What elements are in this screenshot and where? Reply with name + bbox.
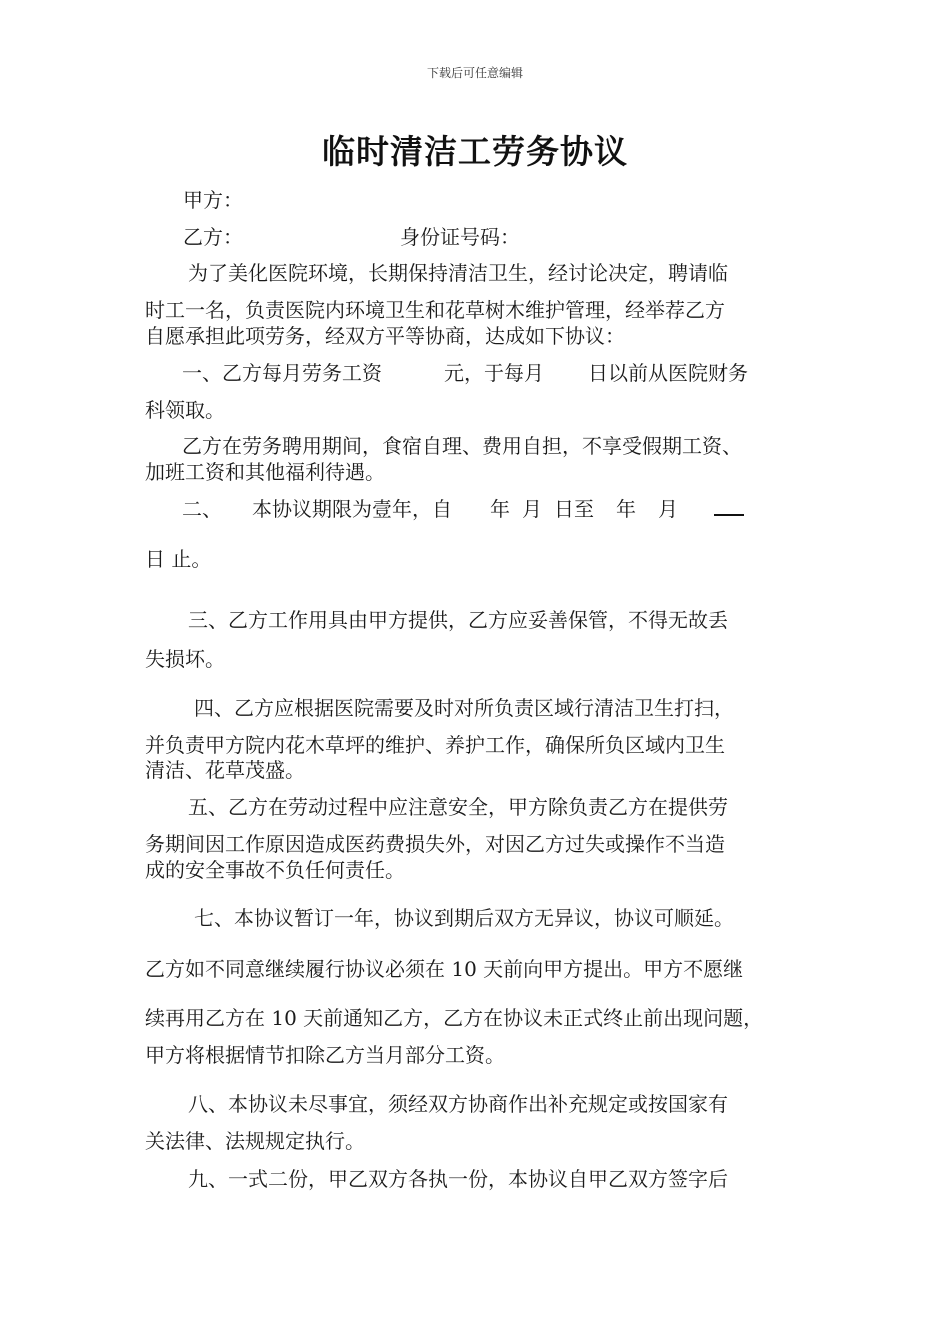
clause-1-line [182,360,748,386]
clause-2-cont: 日 止。 [145,547,212,571]
clause-5-line-1: 五、乙方在劳动过程中应注意安全，甲方除负责乙方在提供劳 [188,795,728,819]
year-label: 年 [490,497,510,521]
id-number-label: 身份证号码： [400,225,520,249]
clause-7-line-2: 乙方如不同意继续履行协议必须在 10 天前向甲方提出。甲方不愿继 [145,957,744,981]
page-header: 下载后可任意编辑 [426,66,523,80]
clause-1-text-a: 一、乙方每月劳务工资 [182,361,382,385]
clause-1-para2-line-1: 乙方在劳务聘用期间，食宿自理、费用自担，不享受假期工资、 [182,434,742,458]
clause-1-text-b: 元，于每月 [444,361,544,385]
clause-8-line-2: 关法律、法规规定执行。 [145,1129,365,1153]
clause-7-line-1: 七、本协议暂订一年，协议到期后双方无异议，协议可顺延。 [194,906,734,930]
clause-4-line-2: 并负责甲方院内花木草坪的维护、养护工作，确保所负区域内卫生 [145,733,725,757]
party-b-label: 乙方： [183,225,243,249]
clause-2-num: 二、 [182,497,222,521]
clause-4-line-1: 四、乙方应根据医院需要及时对所负责区域行清洁卫生打扫， [194,696,734,720]
clause-5-line-2: 务期间因工作原因造成医药费损失外，对因乙方过失或操作不当造 [145,832,725,856]
day-to-label: 日至 [554,497,594,521]
party-a-label: 甲方： [183,188,243,212]
blank-underline [714,498,744,516]
intro-line-1: 为了美化医院环境，长期保持清洁卫生，经讨论决定，聘请临 [188,261,728,285]
intro-line-2: 时工一名，负责医院内环境卫生和花草树木维护管理，经举荐乙方 [145,298,725,322]
clause-9-line-1: 九、一式二份，甲乙双方各执一份，本协议自甲乙双方签字后 [188,1167,728,1191]
clause-2-line [182,496,744,522]
clause-1-text-c: 日以前从医院财务 [588,361,748,385]
clause-1-para2-line-2: 加班工资和其他福利待遇。 [145,460,385,484]
clause-8-line-1: 八、本协议未尽事宜，须经双方协商作出补充规定或按国家有 [188,1092,728,1116]
intro-line-3: 自愿承担此项劳务，经双方平等协商，达成如下协议： [145,324,625,348]
clause-4-line-3: 清洁、花草茂盛。 [145,758,305,782]
clause-7-line-4: 甲方将根据情节扣除乙方当月部分工资。 [145,1043,505,1067]
clause-7-line-3: 续再用乙方在 10 天前通知乙方，乙方在协议未正式终止前出现问题， [145,1006,764,1030]
clause-3-line-2: 失损坏。 [145,647,225,671]
clause-3-line-1: 三、乙方工作用具由甲方提供，乙方应妥善保管，不得无故丢 [188,608,728,632]
end-year-label: 年 [616,497,636,521]
month-label: 月 [522,497,542,521]
clause-5-line-3: 成的安全事故不负任何责任。 [145,858,405,882]
clause-1-cont: 科领取。 [145,398,225,422]
end-month-label: 月 [658,497,678,521]
document-title: 临时清洁工劳务协议 [322,132,628,171]
clause-2-text: 本协议期限为壹年，自 [252,497,452,521]
